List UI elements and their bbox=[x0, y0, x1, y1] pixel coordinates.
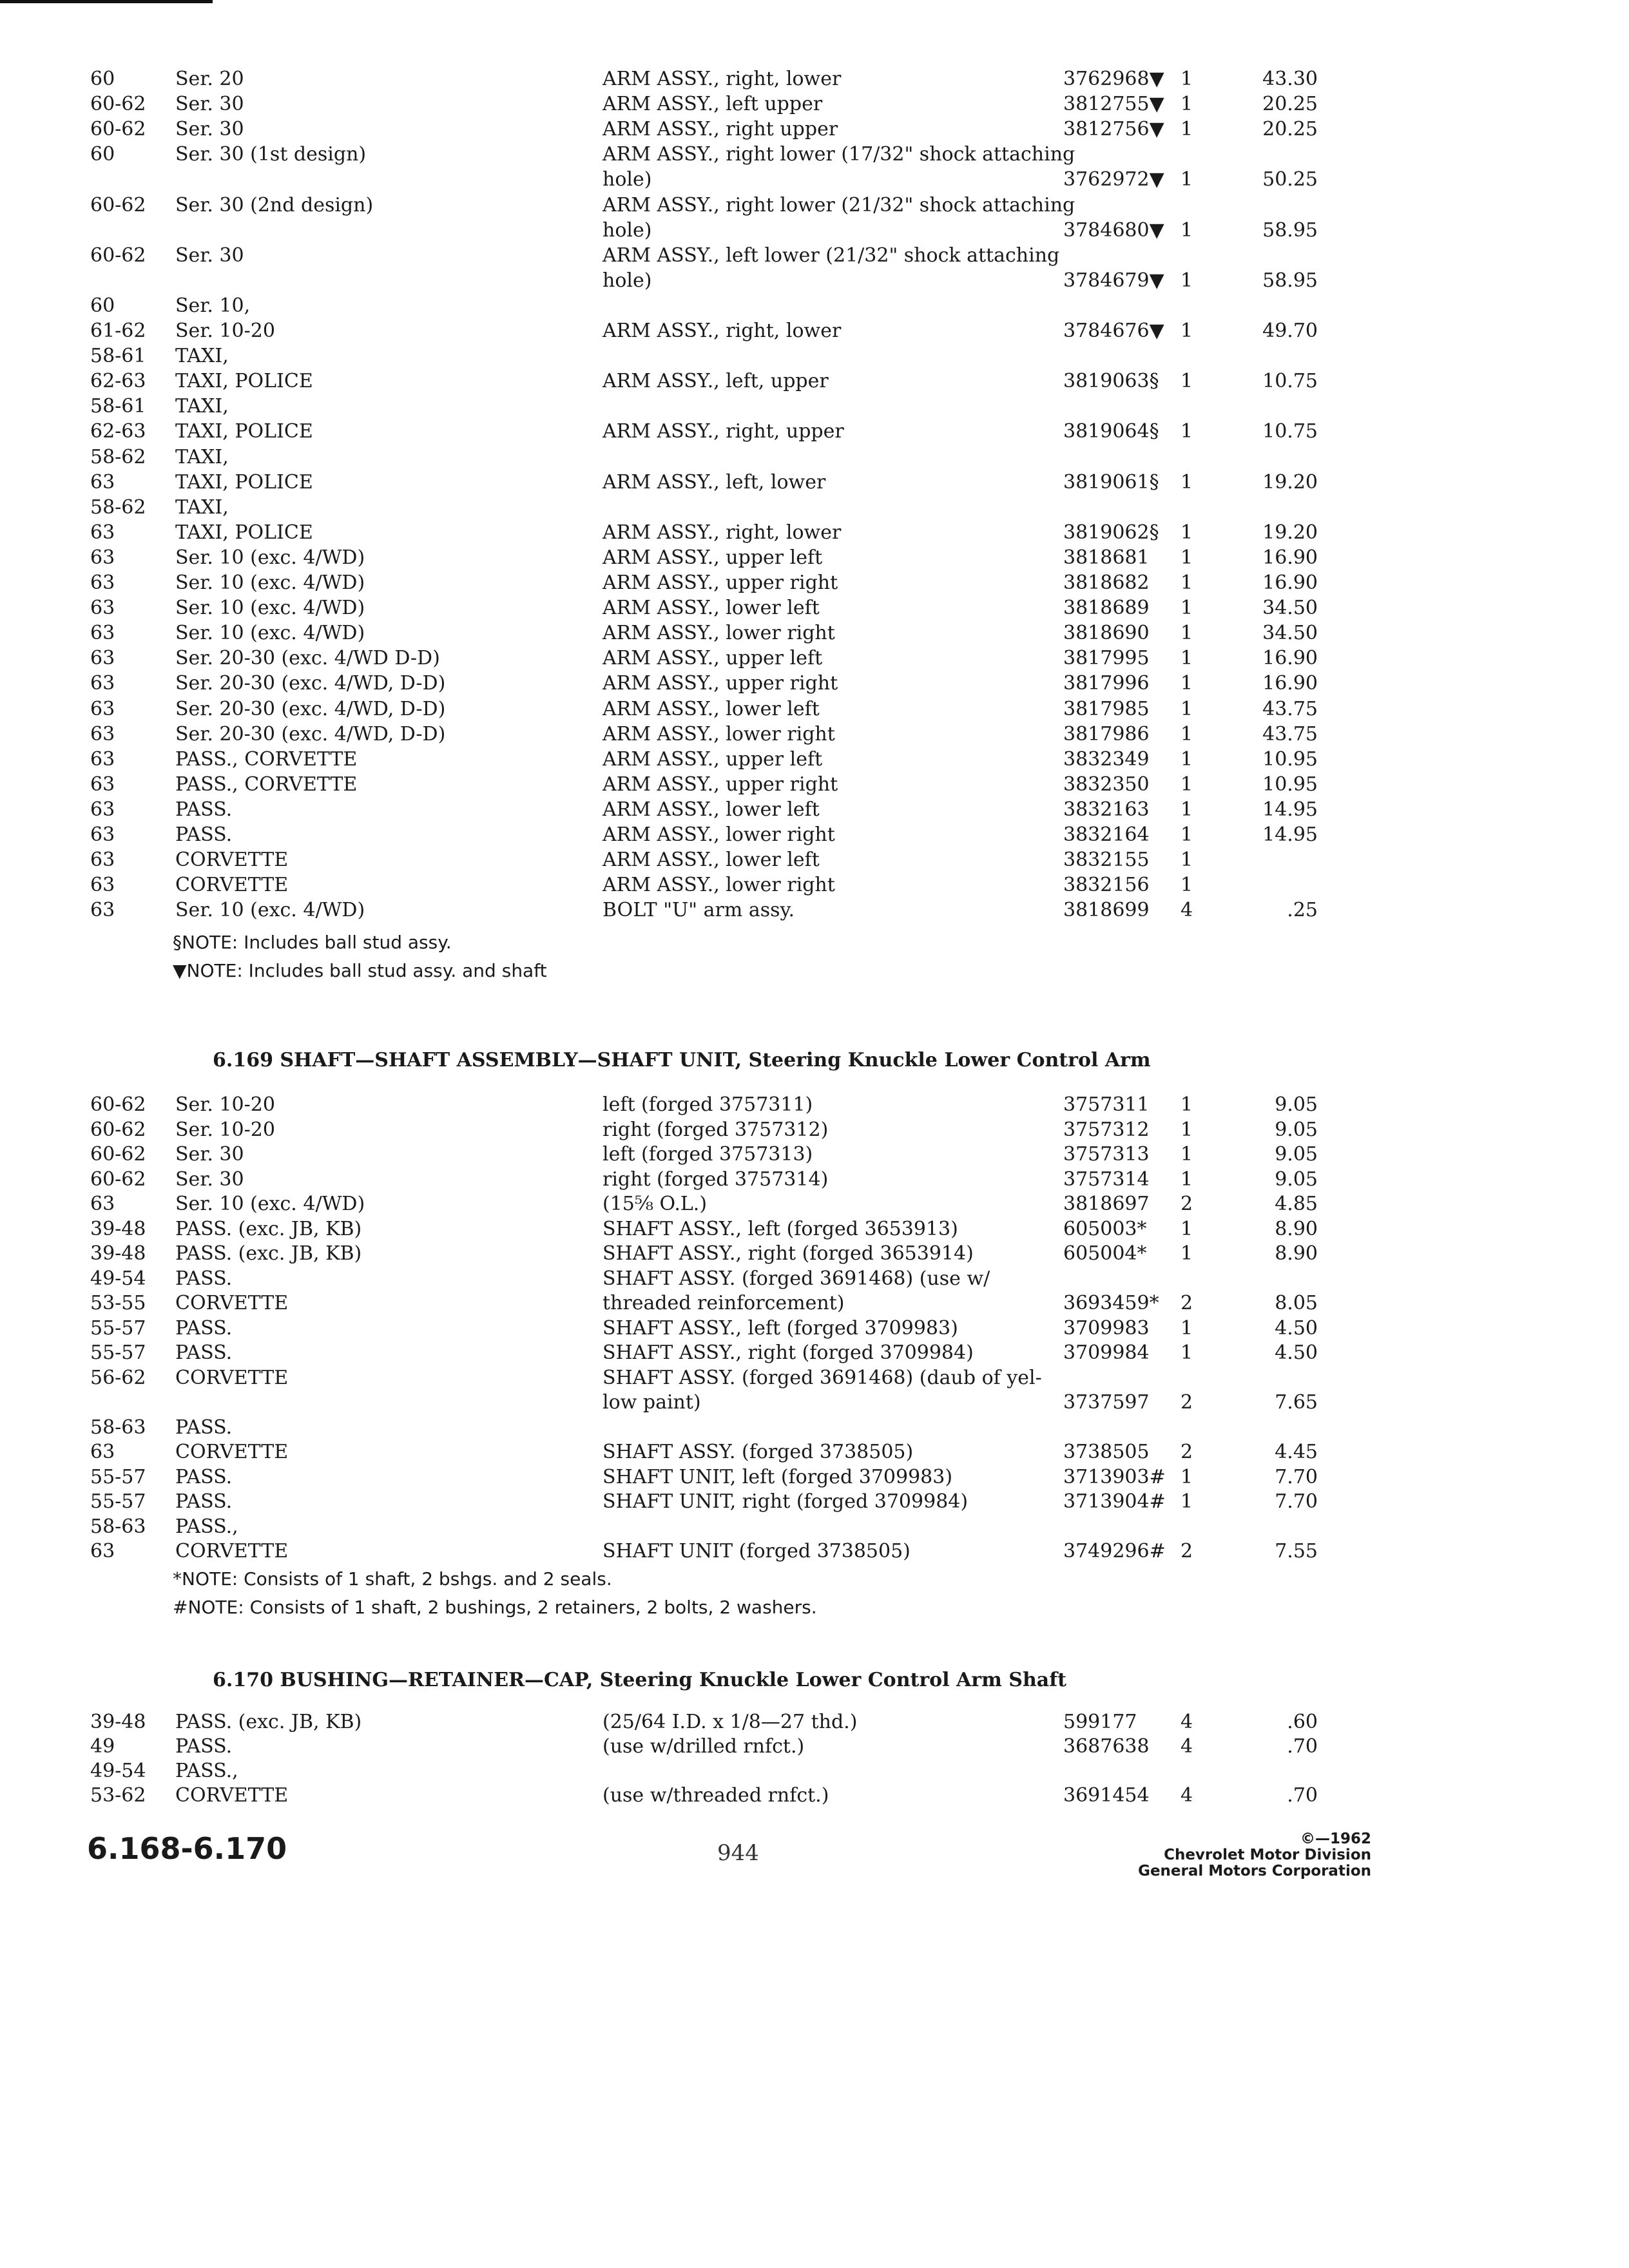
series: TAXI, bbox=[175, 395, 229, 418]
series: Ser. 10 (exc. 4/WD) bbox=[175, 622, 365, 645]
part-description: hole) bbox=[602, 269, 652, 292]
quantity: 1 bbox=[1181, 647, 1193, 670]
model-year: 63 bbox=[90, 470, 115, 494]
part-number: 3832155 bbox=[1063, 849, 1150, 872]
part-number: 3817986 bbox=[1063, 722, 1150, 745]
part-number: 605003* bbox=[1063, 1217, 1147, 1240]
series: Ser. 20-30 (exc. 4/WD, D-D) bbox=[175, 722, 446, 745]
part-number: 3818682 bbox=[1063, 572, 1150, 594]
model-year: 63 bbox=[90, 823, 115, 846]
part-description: ARM ASSY., lower left bbox=[602, 697, 820, 720]
series: PASS. (exc. JB, KB) bbox=[175, 1711, 362, 1733]
part-number: 3738505 bbox=[1063, 1441, 1150, 1463]
part-number: 3709983 bbox=[1063, 1316, 1150, 1340]
part-description: hole) bbox=[602, 168, 652, 191]
series: CORVETTE bbox=[175, 849, 289, 872]
part-number: 3819062§ bbox=[1063, 521, 1159, 544]
part-number: 3709984 bbox=[1063, 1341, 1150, 1364]
quantity: 4 bbox=[1181, 1711, 1193, 1733]
part-number: 3818689 bbox=[1063, 597, 1150, 620]
model-year: 49 bbox=[90, 1735, 115, 1758]
section-title-6-170: 6.170 BUSHING—RETAINER—CAP, Steering Knuckle Lower Control Arm Shaft bbox=[213, 1669, 1066, 1691]
part-number: 3819064§ bbox=[1063, 420, 1159, 443]
model-year: 62-63 bbox=[90, 420, 146, 443]
model-year: 60-62 bbox=[90, 244, 146, 267]
price: 19.20 bbox=[1262, 470, 1318, 494]
model-year: 49-54 bbox=[90, 1760, 146, 1782]
series: Ser. 10 (exc. 4/WD) bbox=[175, 899, 365, 922]
price: 4.85 bbox=[1275, 1193, 1318, 1215]
page-top-rule bbox=[0, 0, 213, 3]
series: PASS. bbox=[175, 1490, 233, 1513]
quantity: 1 bbox=[1181, 572, 1193, 594]
series: Ser. 10 (exc. 4/WD) bbox=[175, 572, 365, 594]
model-year: 63 bbox=[90, 521, 115, 544]
part-description: ARM ASSY., lower right bbox=[602, 823, 835, 846]
quantity: 1 bbox=[1181, 1316, 1193, 1340]
part-number: 3784679▼ bbox=[1063, 269, 1164, 292]
price: 10.95 bbox=[1262, 747, 1318, 771]
quantity: 2 bbox=[1181, 1292, 1193, 1314]
series: PASS. bbox=[175, 1341, 233, 1364]
quantity: 1 bbox=[1181, 118, 1193, 141]
price: 4.50 bbox=[1275, 1341, 1318, 1364]
price: 43.75 bbox=[1262, 697, 1318, 720]
quantity: 1 bbox=[1181, 747, 1193, 771]
footnote: §NOTE: Includes ball stud assy. bbox=[173, 932, 452, 953]
series: TAXI, bbox=[175, 495, 229, 519]
price: 8.05 bbox=[1275, 1292, 1318, 1314]
price: 14.95 bbox=[1262, 823, 1318, 846]
part-description: ARM ASSY., left upper bbox=[602, 93, 823, 116]
part-description: BOLT "U" arm assy. bbox=[602, 899, 795, 922]
part-description: SHAFT ASSY., left (forged 3653913) bbox=[602, 1217, 958, 1240]
quantity: 1 bbox=[1181, 874, 1193, 897]
part-number: 3818690 bbox=[1063, 622, 1150, 645]
model-year: 63 bbox=[90, 1540, 115, 1562]
series: CORVETTE bbox=[175, 1441, 289, 1463]
series: PASS. bbox=[175, 1416, 233, 1439]
part-description: SHAFT UNIT (forged 3738505) bbox=[602, 1540, 911, 1562]
part-description: ARM ASSY., lower left bbox=[602, 849, 820, 872]
model-year: 63 bbox=[90, 647, 115, 670]
model-year: 60-62 bbox=[90, 1168, 146, 1191]
series: TAXI, bbox=[175, 345, 229, 368]
part-number: 3784676▼ bbox=[1063, 320, 1164, 342]
part-description: ARM ASSY., right upper bbox=[602, 118, 838, 141]
model-year: 63 bbox=[90, 672, 115, 695]
part-description: threaded reinforcement) bbox=[602, 1292, 845, 1314]
series: Ser. 30 bbox=[175, 93, 244, 116]
price: 20.25 bbox=[1262, 93, 1318, 116]
quantity: 1 bbox=[1181, 470, 1193, 494]
series: PASS. bbox=[175, 823, 233, 846]
quantity: 2 bbox=[1181, 1540, 1193, 1562]
quantity: 1 bbox=[1181, 697, 1193, 720]
model-year: 61-62 bbox=[90, 320, 146, 342]
quantity: 2 bbox=[1181, 1193, 1193, 1215]
price: 58.95 bbox=[1262, 218, 1318, 242]
quantity: 1 bbox=[1181, 168, 1193, 191]
part-description: (use w/drilled rnfct.) bbox=[602, 1735, 805, 1758]
price: 43.75 bbox=[1262, 722, 1318, 745]
company-corporation: General Motors Corporation bbox=[1138, 1863, 1371, 1879]
series: Ser. 10 (exc. 4/WD) bbox=[175, 597, 365, 620]
quantity: 1 bbox=[1181, 93, 1193, 116]
part-number: 3832156 bbox=[1063, 874, 1150, 897]
series: Ser. 10 (exc. 4/WD) bbox=[175, 546, 365, 569]
series: Ser. 30 bbox=[175, 1143, 244, 1166]
series: TAXI, bbox=[175, 445, 229, 468]
model-year: 49-54 bbox=[90, 1267, 146, 1290]
series: PASS. bbox=[175, 1316, 233, 1340]
series: PASS. bbox=[175, 1735, 233, 1758]
part-number: 3762972▼ bbox=[1063, 168, 1164, 191]
price: 7.70 bbox=[1275, 1490, 1318, 1513]
series: Ser. 20-30 (exc. 4/WD, D-D) bbox=[175, 697, 446, 720]
series: Ser. 10, bbox=[175, 294, 251, 317]
series: Ser. 30 (1st design) bbox=[175, 143, 367, 166]
part-description: (15⅝ O.L.) bbox=[602, 1193, 708, 1215]
model-year: 53-55 bbox=[90, 1292, 146, 1314]
price: 9.05 bbox=[1275, 1118, 1318, 1141]
quantity: 4 bbox=[1181, 1735, 1193, 1758]
series: CORVETTE bbox=[175, 1784, 289, 1807]
part-description: ARM ASSY., right, lower bbox=[602, 320, 842, 342]
quantity: 1 bbox=[1181, 1341, 1193, 1364]
part-description: SHAFT ASSY., left (forged 3709983) bbox=[602, 1316, 958, 1340]
quantity: 1 bbox=[1181, 521, 1193, 544]
model-year: 58-62 bbox=[90, 445, 146, 468]
model-year: 53-62 bbox=[90, 1784, 146, 1807]
quantity: 1 bbox=[1181, 1168, 1193, 1191]
price: 34.50 bbox=[1262, 597, 1318, 620]
series: Ser. 20-30 (exc. 4/WD, D-D) bbox=[175, 672, 446, 695]
series: Ser. 30 bbox=[175, 1168, 244, 1191]
part-number: 3691454 bbox=[1063, 1784, 1150, 1807]
model-year: 63 bbox=[90, 622, 115, 645]
series: PASS., bbox=[175, 1515, 238, 1538]
footer-section-range: 6.168-6.170 bbox=[87, 1831, 287, 1866]
part-description: SHAFT ASSY., right (forged 3653914) bbox=[602, 1242, 974, 1265]
price: 16.90 bbox=[1262, 572, 1318, 594]
part-description: ARM ASSY., lower right bbox=[602, 722, 835, 745]
model-year: 39-48 bbox=[90, 1711, 146, 1733]
series: Ser. 20 bbox=[175, 68, 244, 90]
part-number: 605004* bbox=[1063, 1242, 1147, 1265]
part-number: 3737597 bbox=[1063, 1391, 1150, 1414]
part-description: (25/64 I.D. x 1/8—27 thd.) bbox=[602, 1711, 858, 1733]
price: .70 bbox=[1287, 1735, 1318, 1758]
series: CORVETTE bbox=[175, 1366, 289, 1389]
price: 34.50 bbox=[1262, 622, 1318, 645]
footnote: #NOTE: Consists of 1 shaft, 2 bushings, 2 retainers, 2 bolts, 2 washers. bbox=[173, 1597, 817, 1618]
quantity: 1 bbox=[1181, 722, 1193, 745]
part-number: 3693459* bbox=[1063, 1292, 1159, 1314]
series: Ser. 10-20 bbox=[175, 1118, 275, 1141]
model-year: 63 bbox=[90, 849, 115, 872]
quantity: 2 bbox=[1181, 1441, 1193, 1463]
part-description: right (forged 3757312) bbox=[602, 1118, 829, 1141]
price: 16.90 bbox=[1262, 546, 1318, 569]
part-description: ARM ASSY., right, upper bbox=[602, 420, 844, 443]
quantity: 1 bbox=[1181, 1242, 1193, 1265]
quantity: 1 bbox=[1181, 370, 1193, 393]
model-year: 62-63 bbox=[90, 370, 146, 393]
part-description: SHAFT ASSY. (forged 3738505) bbox=[602, 1441, 914, 1463]
part-number: 3784680▼ bbox=[1063, 218, 1164, 242]
series: Ser. 10-20 bbox=[175, 320, 275, 342]
price: .25 bbox=[1287, 899, 1318, 922]
price: 9.05 bbox=[1275, 1143, 1318, 1166]
part-description: (use w/threaded rnfct.) bbox=[602, 1784, 829, 1807]
model-year: 56-62 bbox=[90, 1366, 146, 1389]
quantity: 1 bbox=[1181, 1118, 1193, 1141]
model-year: 55-57 bbox=[90, 1341, 146, 1364]
price: .70 bbox=[1287, 1784, 1318, 1807]
part-description: ARM ASSY., right lower (17/32" shock attaching bbox=[602, 143, 1075, 166]
model-year: 60-62 bbox=[90, 1093, 146, 1116]
price: 8.90 bbox=[1275, 1242, 1318, 1265]
model-year: 55-57 bbox=[90, 1465, 146, 1488]
part-description: SHAFT UNIT, right (forged 3709984) bbox=[602, 1490, 969, 1513]
section-title-6-169: 6.169 SHAFT—SHAFT ASSEMBLY—SHAFT UNIT, Steering Knuckle Lower Control Arm bbox=[213, 1049, 1151, 1072]
model-year: 63 bbox=[90, 697, 115, 720]
footer-copyright bbox=[1138, 1831, 1371, 1879]
quantity: 1 bbox=[1181, 597, 1193, 620]
model-year: 60-62 bbox=[90, 193, 146, 216]
part-description: ARM ASSY., upper left bbox=[602, 747, 823, 771]
price: 10.95 bbox=[1262, 773, 1318, 796]
quantity: 1 bbox=[1181, 1093, 1193, 1116]
quantity: 1 bbox=[1181, 68, 1193, 90]
part-number: 3817995 bbox=[1063, 647, 1150, 670]
footnote: *NOTE: Consists of 1 shaft, 2 bshgs. and 2 seals. bbox=[173, 1568, 612, 1590]
quantity: 1 bbox=[1181, 269, 1193, 292]
series: CORVETTE bbox=[175, 1540, 289, 1562]
footer-page-number: 944 bbox=[717, 1840, 759, 1866]
series: PASS., bbox=[175, 1760, 238, 1782]
price: 16.90 bbox=[1262, 647, 1318, 670]
quantity: 1 bbox=[1181, 546, 1193, 569]
footnote: ▼NOTE: Includes ball stud assy. and shaft bbox=[173, 960, 547, 981]
quantity: 1 bbox=[1181, 622, 1193, 645]
series: TAXI, POLICE bbox=[175, 370, 313, 393]
model-year: 55-57 bbox=[90, 1316, 146, 1340]
part-number: 3819063§ bbox=[1063, 370, 1159, 393]
part-number: 3812756▼ bbox=[1063, 118, 1164, 141]
model-year: 63 bbox=[90, 1441, 115, 1463]
part-description: ARM ASSY., lower left bbox=[602, 798, 820, 821]
part-number: 3713903# bbox=[1063, 1465, 1166, 1488]
model-year: 63 bbox=[90, 899, 115, 922]
part-description: ARM ASSY., upper left bbox=[602, 546, 823, 569]
quantity: 1 bbox=[1181, 849, 1193, 872]
model-year: 63 bbox=[90, 1193, 115, 1215]
series: PASS. (exc. JB, KB) bbox=[175, 1242, 362, 1265]
price: 14.95 bbox=[1262, 798, 1318, 821]
price: 10.75 bbox=[1262, 420, 1318, 443]
part-number: 3832164 bbox=[1063, 823, 1150, 846]
part-number: 3757311 bbox=[1063, 1093, 1150, 1116]
quantity: 2 bbox=[1181, 1391, 1193, 1414]
quantity: 1 bbox=[1181, 1143, 1193, 1166]
model-year: 63 bbox=[90, 773, 115, 796]
model-year: 58-61 bbox=[90, 395, 146, 418]
part-description: left (forged 3757311) bbox=[602, 1093, 813, 1116]
price: 4.50 bbox=[1275, 1316, 1318, 1340]
series: PASS. bbox=[175, 1267, 233, 1290]
part-description: ARM ASSY., lower left bbox=[602, 597, 820, 620]
part-description: hole) bbox=[602, 218, 652, 242]
part-number: 599177 bbox=[1063, 1711, 1137, 1733]
part-number: 3713904# bbox=[1063, 1490, 1166, 1513]
price: 9.05 bbox=[1275, 1093, 1318, 1116]
model-year: 60 bbox=[90, 68, 115, 90]
part-description: ARM ASSY., right, lower bbox=[602, 68, 842, 90]
part-number: 3817985 bbox=[1063, 697, 1150, 720]
model-year: 63 bbox=[90, 747, 115, 771]
price: 43.30 bbox=[1262, 68, 1318, 90]
part-description: SHAFT UNIT, left (forged 3709983) bbox=[602, 1465, 953, 1488]
series: Ser. 10-20 bbox=[175, 1093, 275, 1116]
part-description: SHAFT ASSY. (forged 3691468) (daub of yel- bbox=[602, 1366, 1042, 1389]
price: 16.90 bbox=[1262, 672, 1318, 695]
series: Ser. 30 (2nd design) bbox=[175, 193, 374, 216]
price: 7.65 bbox=[1275, 1391, 1318, 1414]
price: 10.75 bbox=[1262, 370, 1318, 393]
copyright-year: ©—1962 bbox=[1300, 1831, 1371, 1847]
series: Ser. 30 bbox=[175, 244, 244, 267]
model-year: 63 bbox=[90, 546, 115, 569]
part-description: ARM ASSY., right lower (21/32" shock attaching bbox=[602, 193, 1075, 216]
part-number: 3687638 bbox=[1063, 1735, 1150, 1758]
series: TAXI, POLICE bbox=[175, 521, 313, 544]
part-description: SHAFT ASSY., right (forged 3709984) bbox=[602, 1341, 974, 1364]
quantity: 4 bbox=[1181, 1784, 1193, 1807]
part-number: 3757314 bbox=[1063, 1168, 1150, 1191]
part-number: 3818697 bbox=[1063, 1193, 1150, 1215]
price: 50.25 bbox=[1262, 168, 1318, 191]
model-year: 39-48 bbox=[90, 1217, 146, 1240]
model-year: 58-63 bbox=[90, 1515, 146, 1538]
part-number: 3818699 bbox=[1063, 899, 1150, 922]
quantity: 1 bbox=[1181, 320, 1193, 342]
quantity: 1 bbox=[1181, 773, 1193, 796]
model-year: 63 bbox=[90, 572, 115, 594]
price: 20.25 bbox=[1262, 118, 1318, 141]
part-description: ARM ASSY., left, lower bbox=[602, 470, 826, 494]
model-year: 58-62 bbox=[90, 495, 146, 519]
price: 9.05 bbox=[1275, 1168, 1318, 1191]
company-division: Chevrolet Motor Division bbox=[1164, 1847, 1371, 1863]
part-description: left (forged 3757313) bbox=[602, 1143, 813, 1166]
part-description: ARM ASSY., upper right bbox=[602, 572, 838, 594]
model-year: 55-57 bbox=[90, 1490, 146, 1513]
series: PASS. (exc. JB, KB) bbox=[175, 1217, 362, 1240]
model-year: 63 bbox=[90, 874, 115, 897]
part-number: 3832350 bbox=[1063, 773, 1150, 796]
price: 49.70 bbox=[1262, 320, 1318, 342]
quantity: 1 bbox=[1181, 218, 1193, 242]
model-year: 58-61 bbox=[90, 345, 146, 368]
model-year: 60-62 bbox=[90, 1143, 146, 1166]
part-number: 3757312 bbox=[1063, 1118, 1150, 1141]
model-year: 60-62 bbox=[90, 93, 146, 116]
series: TAXI, POLICE bbox=[175, 420, 313, 443]
series: PASS. bbox=[175, 798, 233, 821]
series: Ser. 20-30 (exc. 4/WD D-D) bbox=[175, 647, 440, 670]
part-number: 3832349 bbox=[1063, 747, 1150, 771]
quantity: 1 bbox=[1181, 672, 1193, 695]
quantity: 1 bbox=[1181, 823, 1193, 846]
model-year: 39-48 bbox=[90, 1242, 146, 1265]
model-year: 58-63 bbox=[90, 1416, 146, 1439]
part-description: ARM ASSY., lower right bbox=[602, 874, 835, 897]
series: PASS. bbox=[175, 1465, 233, 1488]
model-year: 63 bbox=[90, 597, 115, 620]
series: Ser. 30 bbox=[175, 118, 244, 141]
series: CORVETTE bbox=[175, 874, 289, 897]
price: 19.20 bbox=[1262, 521, 1318, 544]
model-year: 63 bbox=[90, 722, 115, 745]
model-year: 60-62 bbox=[90, 118, 146, 141]
quantity: 1 bbox=[1181, 798, 1193, 821]
part-number: 3749296# bbox=[1063, 1540, 1166, 1562]
part-description: ARM ASSY., upper right bbox=[602, 773, 838, 796]
part-description: ARM ASSY., upper right bbox=[602, 672, 838, 695]
part-description: right (forged 3757314) bbox=[602, 1168, 829, 1191]
part-description: ARM ASSY., left lower (21/32" shock attaching bbox=[602, 244, 1060, 267]
part-description: low paint) bbox=[602, 1391, 701, 1414]
part-number: 3762968▼ bbox=[1063, 68, 1164, 90]
model-year: 63 bbox=[90, 798, 115, 821]
part-number: 3818681 bbox=[1063, 546, 1150, 569]
price: 8.90 bbox=[1275, 1217, 1318, 1240]
price: 7.70 bbox=[1275, 1465, 1318, 1488]
part-description: ARM ASSY., upper left bbox=[602, 647, 823, 670]
quantity: 1 bbox=[1181, 1217, 1193, 1240]
price: .60 bbox=[1287, 1711, 1318, 1733]
series: PASS., CORVETTE bbox=[175, 773, 358, 796]
price: 4.45 bbox=[1275, 1441, 1318, 1463]
part-number: 3832163 bbox=[1063, 798, 1150, 821]
quantity: 1 bbox=[1181, 420, 1193, 443]
part-number: 3812755▼ bbox=[1063, 93, 1164, 116]
quantity: 1 bbox=[1181, 1465, 1193, 1488]
price: 7.55 bbox=[1275, 1540, 1318, 1562]
model-year: 60-62 bbox=[90, 1118, 146, 1141]
model-year: 60 bbox=[90, 294, 115, 317]
series: CORVETTE bbox=[175, 1292, 289, 1314]
part-description: ARM ASSY., left, upper bbox=[602, 370, 829, 393]
quantity: 4 bbox=[1181, 899, 1193, 922]
part-description: SHAFT ASSY. (forged 3691468) (use w/ bbox=[602, 1267, 990, 1290]
series: PASS., CORVETTE bbox=[175, 747, 358, 771]
part-number: 3817996 bbox=[1063, 672, 1150, 695]
part-description: ARM ASSY., lower right bbox=[602, 622, 835, 645]
quantity: 1 bbox=[1181, 1490, 1193, 1513]
series: Ser. 10 (exc. 4/WD) bbox=[175, 1193, 365, 1215]
part-description: ARM ASSY., right, lower bbox=[602, 521, 842, 544]
model-year: 60 bbox=[90, 143, 115, 166]
part-number: 3819061§ bbox=[1063, 470, 1159, 494]
series: TAXI, POLICE bbox=[175, 470, 313, 494]
price: 58.95 bbox=[1262, 269, 1318, 292]
part-number: 3757313 bbox=[1063, 1143, 1150, 1166]
